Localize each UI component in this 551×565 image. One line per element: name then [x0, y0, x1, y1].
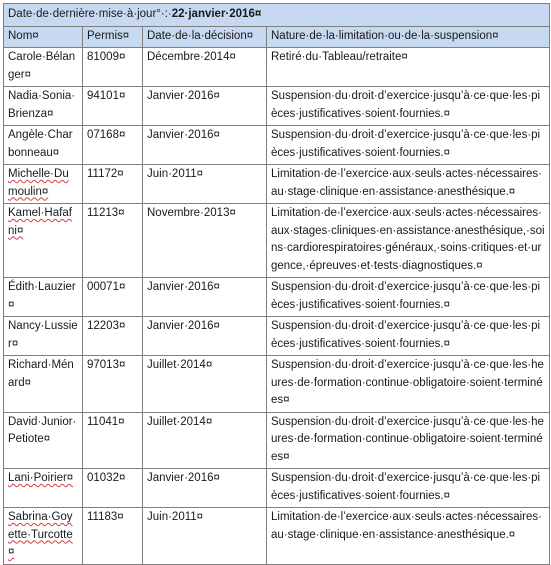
cell-nature: Limitation·de·l’exercice·aux·seuls·actes·nécessaires·au·stage·clinique·en·assistance·anesthésique.¤ — [267, 165, 550, 204]
cell-name: Nancy·Lussier¤ — [4, 317, 83, 356]
table-row — [4, 508, 550, 565]
cell-name: Carole·Bélanger¤ — [4, 48, 83, 87]
header-permis: Permis¤ — [83, 26, 143, 48]
cell-date: Janvier·2016¤ — [143, 278, 267, 317]
cell-date: Juin·2011¤ — [143, 508, 267, 565]
cell-name: Sabrina·Goyette·Turcotte¤ — [4, 508, 83, 565]
cell-permis: 97013¤ — [83, 356, 143, 413]
cell-date: Janvier·2016¤ — [143, 87, 267, 126]
cell-permis: 11172¤ — [83, 165, 143, 204]
table-row — [4, 48, 550, 87]
table-row — [4, 317, 550, 356]
table-row — [4, 469, 550, 508]
cell-permis: 94101¤ — [83, 87, 143, 126]
cell-nature: Suspension·du·droit·d’exercice·jusqu’à·ce·que·les·heures·de·formation·continue·obligatoire·soient·terminées¤ — [267, 356, 550, 413]
header-nature: Nature·de·la·limitation·ou·de·la·suspension¤ — [267, 26, 550, 48]
cell-name: Édith·Lauzier¤ — [4, 278, 83, 317]
table-row — [4, 412, 550, 469]
cell-nature: Limitation·de·l’exercice·aux·seuls·actes·nécessaires·aux·stages·cliniques·en·assistance·anesthésique,·soins·cardiorespiratoires·généraux,·soins·critiques·et·urgence,·épreuves·et·tests·diagnostiques.¤ — [267, 204, 550, 278]
cell-permis: 11183¤ — [83, 508, 143, 565]
header-date: Date·de·la·décision¤ — [143, 26, 267, 48]
cell-date: Juin·2011¤ — [143, 165, 267, 204]
table-row — [4, 126, 550, 165]
cell-permis: 00071¤ — [83, 278, 143, 317]
cell-permis: 01032¤ — [83, 469, 143, 508]
cell-nature: Suspension·du·droit·d’exercice·jusqu’à·ce·que·les·pièces·justificatives·soient·fournies.¤ — [267, 278, 550, 317]
cell-nature: Suspension·du·droit·d’exercice·jusqu’à·ce·que·les·heures·de·formation·continue·obligatoire·soient·terminées¤ — [267, 412, 550, 469]
cell-date: Juillet·2014¤ — [143, 412, 267, 469]
cell-permis: 07168¤ — [83, 126, 143, 165]
cell-name: Nadia·Sonia·Brienza¤ — [4, 87, 83, 126]
cell-nature: Suspension·du·droit·d’exercice·jusqu’à·ce·que·les·pièces·justificatives·soient·fournies.¤ — [267, 126, 550, 165]
document-page — [3, 3, 549, 565]
cell-permis: 12203¤ — [83, 317, 143, 356]
cell-name: Angèle·Charbonneau¤ — [4, 126, 83, 165]
cell-date: Janvier·2016¤ — [143, 126, 267, 165]
cell-nature: Suspension·du·droit·d’exercice·jusqu’à·ce·que·les·pièces·justificatives·soient·fournies.¤ — [267, 317, 550, 356]
cell-name: Lani·Poirier¤ — [4, 469, 83, 508]
table-row — [4, 165, 550, 204]
cell-name: Kamel·Hafafni¤ — [4, 204, 83, 278]
cell-date: Janvier·2016¤ — [143, 317, 267, 356]
cell-name: Michelle·Dumoulin¤ — [4, 165, 83, 204]
cell-permis: 11213¤ — [83, 204, 143, 278]
cell-date: Novembre·2013¤ — [143, 204, 267, 278]
cell-date: Décembre·2014¤ — [143, 48, 267, 87]
update-row — [4, 4, 550, 27]
cell-nature: Suspension·du·droit·d’exercice·jusqu’à·ce·que·les·pièces·justificatives·soient·fournies.¤ — [267, 87, 550, 126]
table-row — [4, 204, 550, 278]
table-row — [4, 278, 550, 317]
update-label: Date·de·dernière·mise·à·jour°·:· — [8, 8, 172, 20]
cell-date: Janvier·2016¤ — [143, 469, 267, 508]
cell-name: Richard·Ménard¤ — [4, 356, 83, 413]
cell-name: David·Junior·Petiote¤ — [4, 412, 83, 469]
cell-nature: Limitation·de·l’exercice·aux·seuls·actes·nécessaires·au·stage·clinique·en·assistance·anesthésique.¤ — [267, 508, 550, 565]
update-date: 22·janvier·2016¤ — [171, 8, 262, 20]
limitations-table — [3, 3, 550, 565]
cell-nature: Retiré·du·Tableau/retraite¤ — [267, 48, 550, 87]
cell-permis: 81009¤ — [83, 48, 143, 87]
cell-permis: 11041¤ — [83, 412, 143, 469]
table-row — [4, 87, 550, 126]
header-nom: Nom¤ — [4, 26, 83, 48]
cell-nature: Suspension·du·droit·d’exercice·jusqu’à·ce·que·les·pièces·justificatives·soient·fournies.¤ — [267, 469, 550, 508]
table-row — [4, 356, 550, 413]
header-row — [4, 26, 550, 48]
table-body — [4, 4, 550, 565]
update-cell — [4, 4, 550, 27]
cell-date: Juillet·2014¤ — [143, 356, 267, 413]
